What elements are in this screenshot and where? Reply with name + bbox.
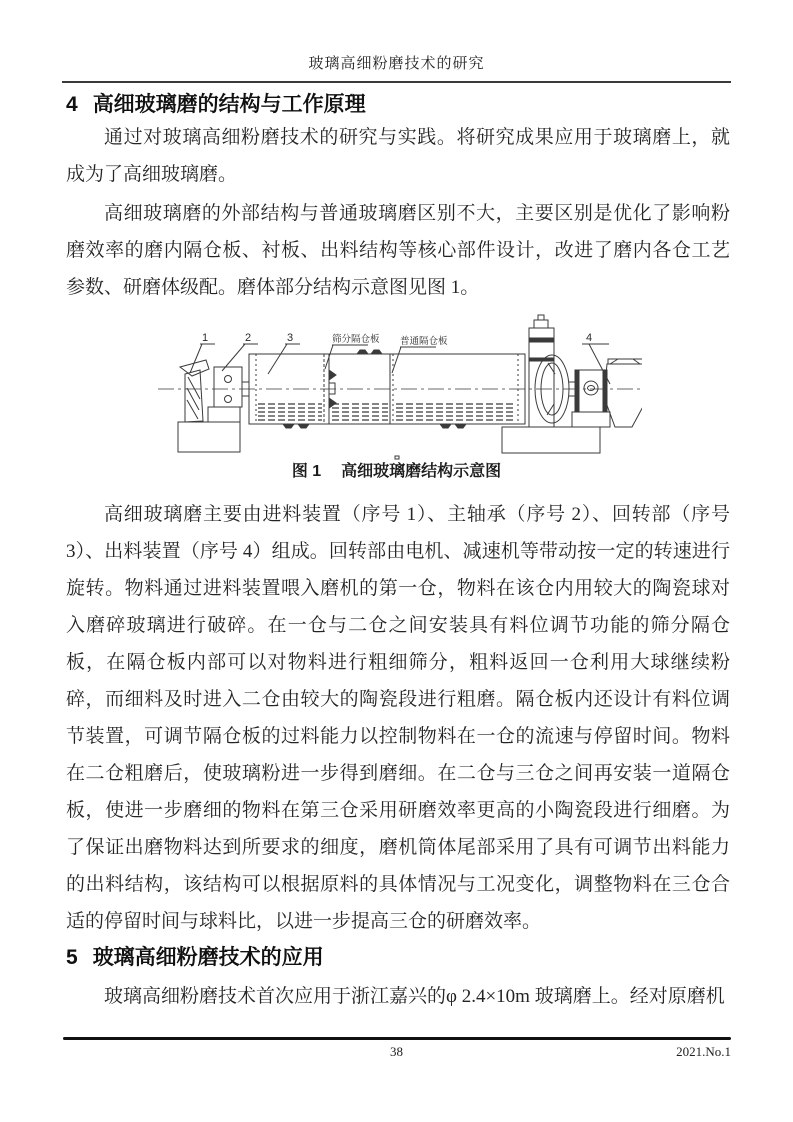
mill-structure-diagram — [152, 311, 642, 461]
bearing-base-right — [572, 412, 610, 427]
section-5-heading — [66, 941, 730, 971]
paragraph-1: 通过对玻璃高细粉磨技术的研究与实践。将研究成果应用于玻璃磨上，就成为了高细玻璃磨。 — [66, 127, 730, 185]
part-label-4: 4 — [586, 332, 593, 344]
section-4-title: 高细玻璃磨的结构与工作原理 — [92, 93, 366, 116]
figure-1 — [152, 311, 642, 461]
screen-partition-label: 筛分隔仓板 — [332, 334, 380, 345]
bearing-base-left — [208, 407, 240, 422]
normal-partition-label: 普通隔仓板 — [400, 336, 448, 347]
part-label-1: 1 — [202, 332, 209, 344]
section-4-heading — [66, 88, 730, 118]
right-base — [502, 427, 600, 453]
section-5-title: 玻璃高细粉磨技术的应用 — [92, 946, 324, 969]
grinding-media — [258, 404, 516, 420]
footer-rule — [63, 1037, 731, 1040]
section-4-number: 4 — [66, 93, 78, 116]
section-5-number: 5 — [66, 946, 78, 969]
part-label-3: 3 — [287, 332, 294, 344]
main-bearing-block — [214, 367, 242, 407]
left-base — [178, 422, 240, 452]
end-column — [529, 328, 554, 427]
paragraph-3: 高细玻璃磨主要由进料装置（序号 1）、主轴承（序号 2）、回转部（序号 3）、出料装置（序号 4）组成。回转部由电机、减速机等带动按一定的转速进行旋转。物料通过进料装置喂入磨机的第一仓，物料在该仓内用较大的陶瓷球对入磨碎玻璃进行破碎。在一仓与二仓之间安装具有料位调节功能的筛分隔仓板，在隔仓板内部可以对物料进行粗细筛分，粗料返回一仓利用大球继续粉碎，而细料及时进入二仓由较大的陶瓷段进行粗磨。隔仓板内还设计有料位调节装置，可调节隔仓板的过料能力以控制物料在一仓的流速与停留时间。物料在二仓粗磨后，使玻璃粉进一步得到磨细。在二仓与三仓之间再安装一道隔仓板，使进一步磨细的物料在第三仓采用研磨效率更高的小陶瓷段进行细磨。为了保证出磨物料达到所要求的细度，磨机筒体尾部采用了具有可调节出料能力的出料结构，该结构可以根据原料的具体情况与工况变化，调整物料在三仓合适的停留时间与球料比，以进一步提高三仓的研磨效率。 — [66, 504, 730, 932]
figure-caption-label: 图 1 — [291, 463, 322, 480]
running-title: 玻璃高细粉磨技术的研究 — [308, 56, 485, 72]
feed-housing — [185, 370, 203, 422]
part-label-2: 2 — [245, 332, 252, 344]
paragraph-4: 玻璃高细粉磨技术首次应用于浙江嘉兴的φ 2.4×10m 玻璃磨上。经对原磨机 — [104, 986, 725, 1007]
figure-caption-text: 高细玻璃磨结构示意图 — [341, 463, 502, 480]
footer-issue: 2021.No.1 — [676, 1044, 731, 1059]
paragraph-2: 高细玻璃磨的外部结构与普通玻璃磨区别不大，主要区别是优化了影响粉磨效率的磨内隔仓板、衬板、出料结构等核心部件设计，改进了磨内各仓工艺参数、研磨体级配。磨体部分结构示意图见图 1。 — [66, 203, 730, 298]
header-rule — [62, 81, 731, 83]
figure-1-caption — [0, 458, 793, 481]
footer-page-number: 38 — [390, 1044, 403, 1059]
